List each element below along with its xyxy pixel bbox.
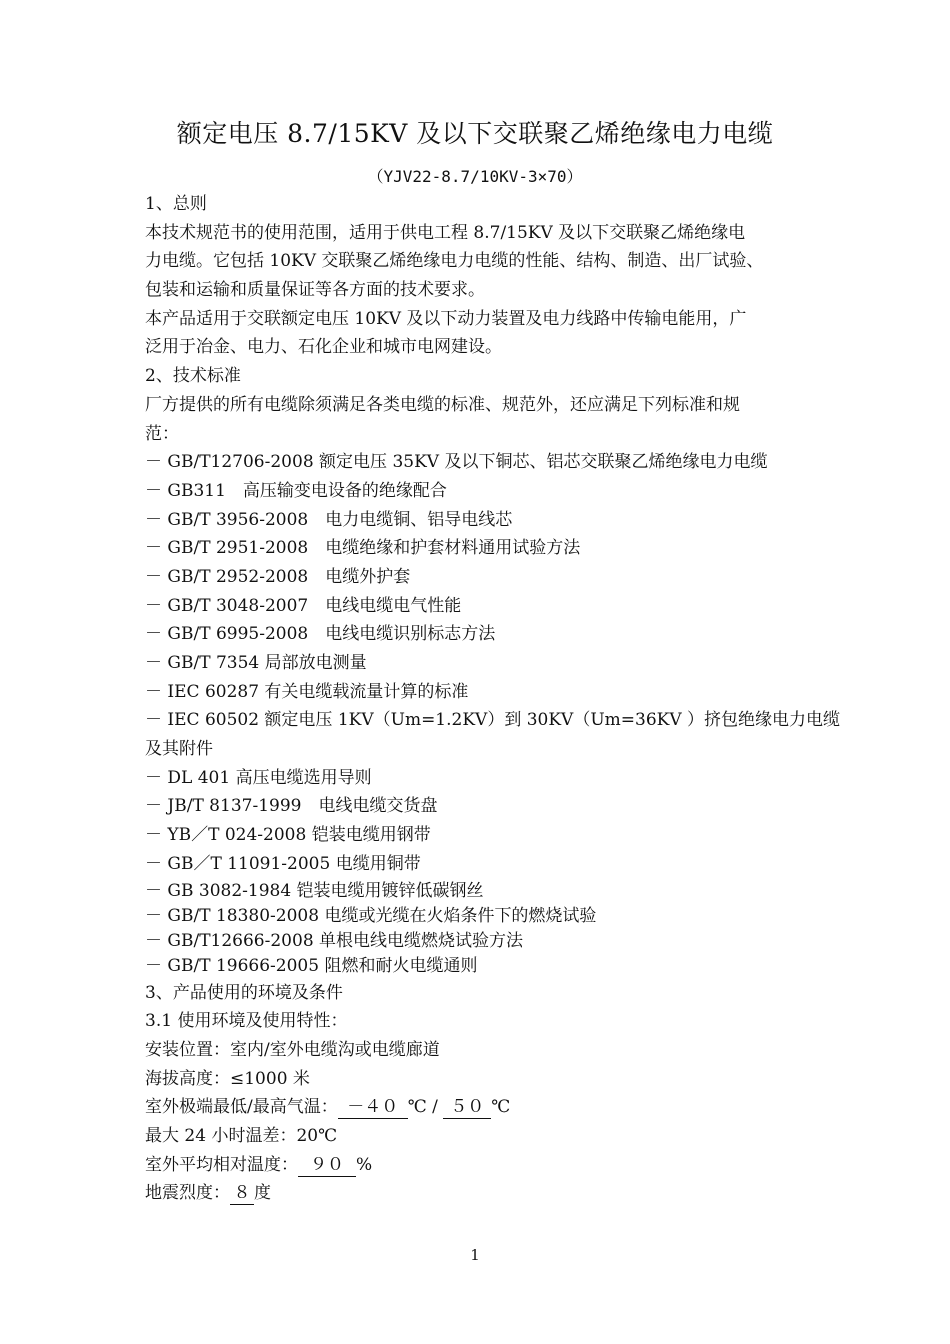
standard-item: 及其附件 — [145, 739, 213, 760]
standard-item: － GB／T 11091-2005 电缆用铜带 — [145, 853, 421, 874]
temperature-range — [145, 1093, 815, 1122]
standard-item: － GB/T12666-2008 单根电线电缆燃烧试验方法 — [145, 930, 524, 951]
temperature-min-value: －４０ — [338, 1096, 408, 1119]
standard-item: － GB/T12706-2008 额定电压 35KV 及以下铜芯、铝芯交联聚乙烯绝缘电力电缆 — [145, 452, 768, 473]
standard-item: － IEC 60287 有关电缆载流量计算的标准 — [145, 681, 469, 702]
standard-item: － JB/T 8137-1999 电线电缆交货盘 — [145, 796, 438, 817]
paragraph-line: 范： — [145, 423, 179, 444]
standard-item: － GB311 高压输变电设备的绝缘配合 — [145, 480, 447, 501]
earthquake-value: ８ — [230, 1182, 254, 1205]
standard-item: － GB/T 3956-2008 电力电缆铜、铝导电线芯 — [145, 509, 513, 530]
altitude: 海拔高度：≤1000 米 — [145, 1068, 310, 1089]
paragraph-line: 泛用于冶金、电力、石化企业和城市电网建设。 — [145, 337, 502, 358]
humidity — [145, 1151, 815, 1180]
section-heading-standards: 2、技术标准 — [145, 366, 241, 387]
document-title: 额定电压 8.7/15KV 及以下交联聚乙烯绝缘电力电缆 — [176, 119, 774, 148]
page-number: 1 — [470, 1246, 480, 1264]
standard-item: － GB/T 2951-2008 电缆绝缘和护套材料通用试验方法 — [145, 538, 581, 559]
earthquake-intensity — [145, 1179, 815, 1208]
standard-item: － GB/T 18380-2008 电缆或光缆在火焰条件下的燃烧试验 — [145, 905, 597, 926]
subsection-heading: 3.1 使用环境及使用特性： — [145, 1011, 348, 1032]
earthquake-label: 地震烈度： — [145, 1183, 230, 1204]
paragraph-line: 力电缆。它包括 10KV 交联聚乙烯绝缘电力电缆的性能、结构、制造、出厂试验、 — [145, 251, 764, 272]
standard-item: － GB/T 3048-2007 电线电缆电气性能 — [145, 595, 462, 616]
standard-item: － IEC 60502 额定电压 1KV（Um=1.2KV）到 30KV（Um=36KV ）挤包绝缘电力电缆 — [145, 710, 841, 731]
standard-item: － GB/T 19666-2005 阻燃和耐火电缆通则 — [145, 955, 478, 976]
humidity-label: 室外平均相对温度： — [145, 1154, 298, 1175]
paragraph-line: 本产品适用于交联额定电压 10KV 及以下动力装置及电力线路中传输电能用，广 — [145, 308, 747, 329]
temperature-label: 室外极端最低/最高气温： — [145, 1097, 338, 1118]
earthquake-unit: 度 — [254, 1183, 271, 1204]
standard-item: － GB/T 7354 局部放电测量 — [145, 653, 367, 673]
paragraph-line: 包装和运输和质量保证等各方面的技术要求。 — [145, 280, 485, 301]
standard-item: － YB／T 024-2008 铠装电缆用钢带 — [145, 825, 431, 846]
standard-item: － DL 401 高压电缆选用导则 — [145, 767, 372, 788]
paragraph-line: 本技术规范书的使用范围，适用于供电工程 8.7/15KV 及以下交联聚乙烯绝缘电 — [145, 222, 746, 243]
temperature-difference: 最大 24 小时温差：20℃ — [145, 1125, 338, 1146]
temperature-max-value: ５０ — [443, 1096, 491, 1119]
section-heading-general: 1、总则 — [145, 194, 207, 214]
standard-item: － GB 3082-1984 铠装电缆用镀锌低碳钢丝 — [145, 880, 484, 901]
temperature-unit: ℃ — [491, 1097, 511, 1118]
standard-item: － GB/T 6995-2008 电线电缆识别标志方法 — [145, 624, 496, 645]
temperature-unit: ℃ / — [407, 1097, 438, 1118]
document-subtitle: （YJV22-8.7/10KV-3×70） — [367, 167, 583, 186]
document-body — [145, 190, 841, 1208]
paragraph-line: 厂方提供的所有电缆除须满足各类电缆的标准、规范外，还应满足下列标准和规 — [145, 394, 740, 415]
install-location: 安装位置：室内/室外电缆沟或电缆廊道 — [145, 1039, 440, 1060]
humidity-value: ９０ — [298, 1154, 356, 1177]
section-heading-environment: 3、产品使用的环境及条件 — [145, 982, 343, 1003]
humidity-unit: % — [356, 1154, 373, 1175]
standard-item: － GB/T 2952-2008 电缆外护套 — [145, 566, 411, 587]
